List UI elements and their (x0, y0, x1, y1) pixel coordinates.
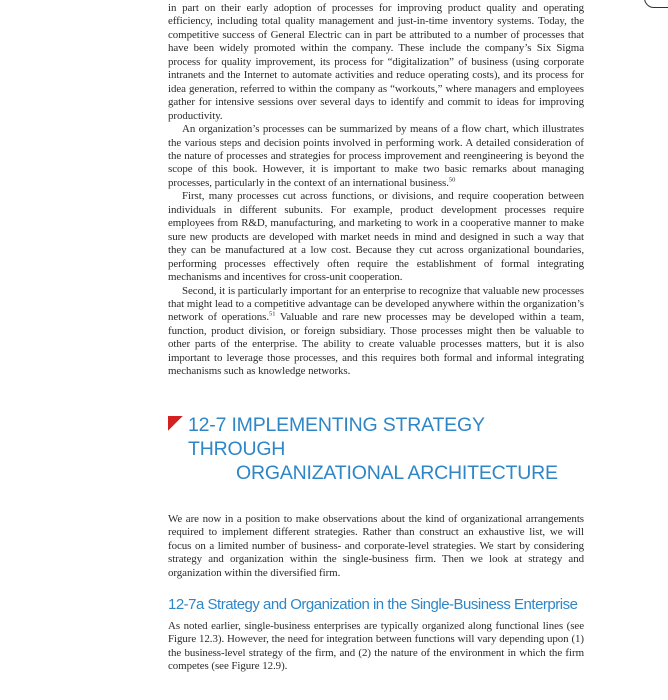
body-paragraph-2 (168, 123, 584, 190)
section-intro-paragraph: We are now in a position to make observations about the kind of organizational arrangements required to implement different strategies. Rather than construct an exhaustive list, we will focus on a limited number of business- and corporate-level strategies. We start by considering strategy and organization within the single-business firm. Then we look at strategy and organization within the diversified firm. (168, 512, 584, 579)
section-heading (168, 413, 584, 485)
textbook-page (168, 0, 584, 674)
section-title (168, 413, 584, 485)
footnote-ref-50: 50 (448, 176, 456, 184)
body-paragraph-4-text-a: Second, it is particularly important for an enterprise to recognize that valuable new processes that might lead to a competitive advantage can be developed anywhere within the organization’s network of operations. (168, 284, 584, 324)
body-paragraph-3: First, many processes cut across functions, or divisions, and require cooperation between individuals in different subunits. For example, product development processes require employees from R&D, manufacturing, and marketing to work in a cooperative manner to make sure new products are developed with market needs in mind and designed in such a way that they can be manufactured at a low cost. Because they cut across organizational boundaries, performing processes effectively often require the establishment of formal integrating mechanisms and incentives for cross-unit cooperation. (168, 190, 584, 284)
section-title-line-2: ORGANIZATIONAL ARCHITECTURE (236, 461, 558, 484)
section-title-line-1: 12-7 IMPLEMENTING STRATEGY THROUGH (188, 413, 485, 460)
body-paragraph-4 (168, 285, 584, 379)
page-corner-tab (644, 0, 668, 8)
body-paragraph-4-text-b: Valuable and rare new processes may be developed within a team, function, product division, or foreign subsidiary. Those processes might then be valuable to other parts of the enterprise. The ability to create valuable processes matters, but it is also important to leverage those processes, and this requires both formal and informal integrating mechanisms such as knowledge networks. (168, 311, 584, 378)
body-paragraph-2-text: An organization’s processes can be summarized by means of a flow chart, which illustrates the various steps and decision points involved in performing work. A detailed consideration of the nature of processes and strategies for process improvement and reengineering is beyond the scope of this book. However, it is important to make two basic remarks about managing processes, particularly in the context of an international business. (168, 123, 584, 189)
body-paragraph-1: in part on their early adoption of processes for improving product quality and operating efficiency, including total quality management and just-in-time inventory systems. Today, the competitive success of General Electric can in part be attributed to a number of processes that have been widely promoted within the company. These include the company’s Six Sigma process for quality improvement, its process for “digitalization” of business (using corporate intranets and the Internet to automate activities and reduce operating costs), and its process for idea generation, referred to within the company as “workouts,” where managers and employees gather for intensive sessions over several days to identify and commit to ideas for improving productivity. (168, 2, 584, 122)
subsection-paragraph: As noted earlier, single-business enterprises are typically organized along functional lines (see Figure 12.3). However, the need for integration between functions will vary depending upon (1) the business-level strategy of the firm, and (2) the nature of the environment in which the firm competes (see Figure 12.9). (168, 619, 584, 673)
subsection-title: 12-7a Strategy and Organization in the Single-Business Enterprise (168, 595, 578, 613)
footnote-ref-51: 51 (269, 310, 276, 318)
